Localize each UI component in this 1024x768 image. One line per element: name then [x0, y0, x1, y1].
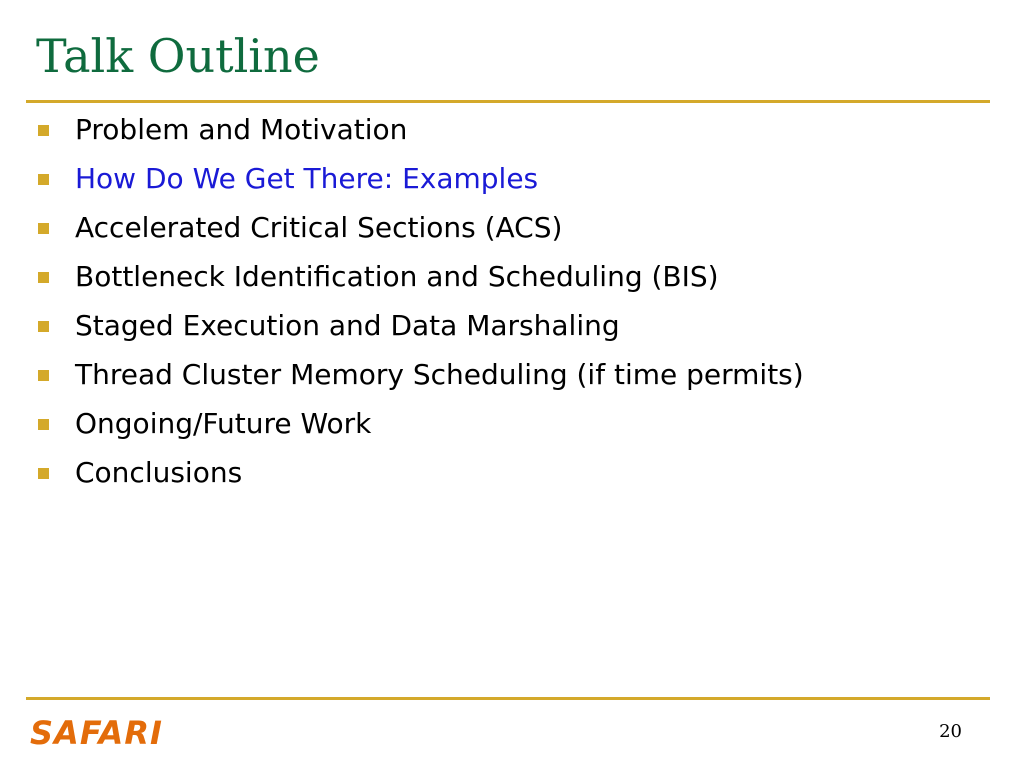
slide-title: Talk Outline: [36, 29, 320, 83]
page-number: 20: [939, 721, 962, 742]
square-bullet-icon: [38, 419, 49, 430]
outline-item: [36, 105, 804, 154]
outline-item: [36, 399, 804, 448]
outline-item-text: Conclusions: [75, 456, 243, 489]
outline-item: [36, 301, 804, 350]
footer-divider: [26, 697, 990, 700]
outline-item: [36, 252, 804, 301]
outline-item: [36, 203, 804, 252]
outline-item: [36, 154, 804, 203]
square-bullet-icon: [38, 321, 49, 332]
outline-item-text: Bottleneck Identification and Scheduling (BIS): [75, 260, 719, 293]
square-bullet-icon: [38, 174, 49, 185]
square-bullet-icon: [38, 272, 49, 283]
square-bullet-icon: [38, 468, 49, 479]
outline-item: [36, 350, 804, 399]
square-bullet-icon: [38, 223, 49, 234]
outline-item-text: How Do We Get There: Examples: [75, 162, 539, 195]
square-bullet-icon: [38, 370, 49, 381]
square-bullet-icon: [38, 125, 49, 136]
safari-logo: SAFARI: [30, 714, 163, 752]
outline-item-text: Accelerated Critical Sections (ACS): [75, 211, 563, 244]
outline-item-text: Ongoing/Future Work: [75, 407, 372, 440]
outline-item: [36, 448, 804, 497]
outline-item-text: Staged Execution and Data Marshaling: [75, 309, 620, 342]
outline-item-text: Problem and Motivation: [75, 113, 408, 146]
title-divider: [26, 100, 990, 103]
outline-item-text: Thread Cluster Memory Scheduling (if time permits): [75, 358, 804, 391]
outline-list: [36, 105, 804, 497]
